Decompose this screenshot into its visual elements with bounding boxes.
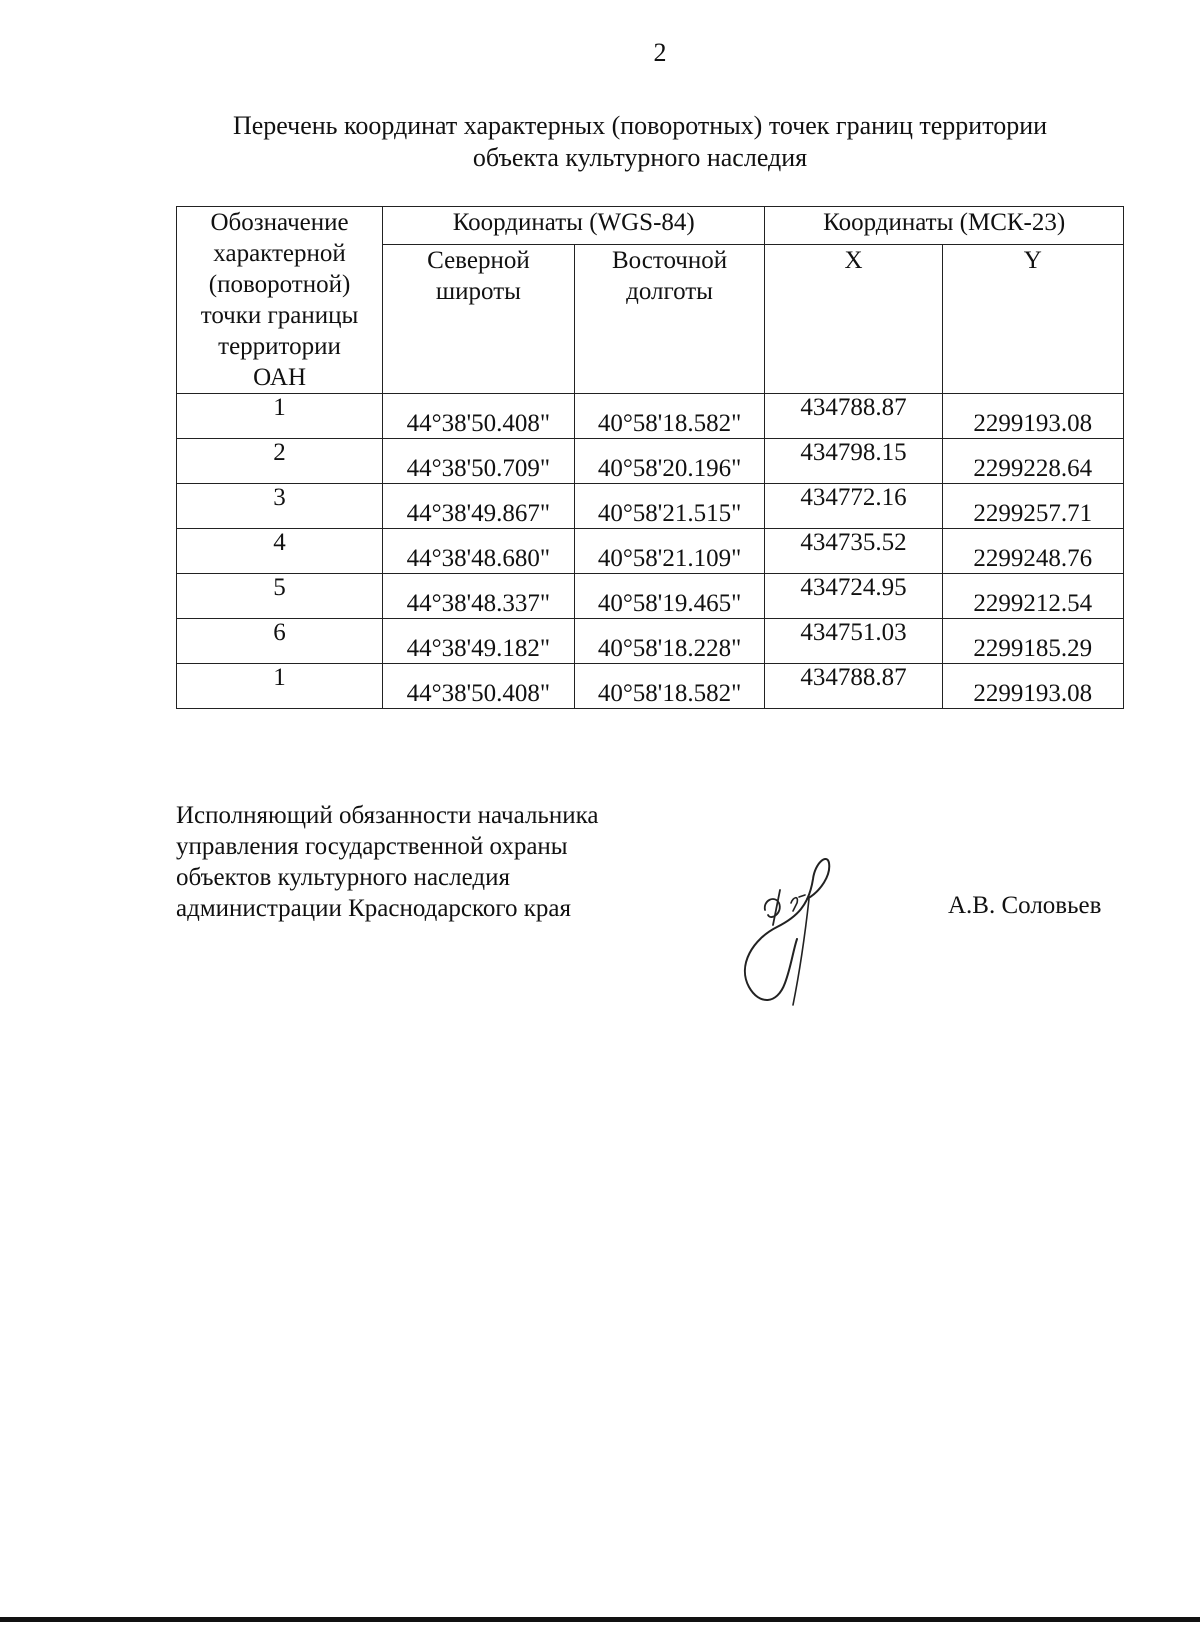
header-designation-line: территории: [218, 333, 341, 360]
cell-longitude: 40°58'21.109": [574, 529, 765, 574]
cell-y: 2299212.54: [942, 574, 1123, 619]
document-title-line-2: объекта культурного наследия: [472, 143, 808, 172]
cell-latitude: 44°38'48.680": [383, 529, 575, 574]
cell-y: 2299185.29: [942, 619, 1123, 664]
header-north-line: широты: [435, 278, 521, 306]
cell-x: 434724.95: [765, 574, 942, 619]
cell-x: 434798.15: [765, 439, 942, 484]
header-north-latitude: [383, 245, 575, 394]
document-title-line-1: Перечень координат характерных (поворотных) точек границ территории: [232, 111, 1048, 140]
cell-longitude: 40°58'21.515": [574, 484, 765, 529]
signatory-position: [176, 800, 598, 924]
signatory-name: А.В. Соловьев: [948, 892, 1102, 919]
header-east-line: долготы: [626, 278, 713, 306]
table-row: [177, 664, 1124, 709]
cell-point-number: 3: [177, 484, 383, 529]
header-designation-line: (поворотной): [208, 271, 351, 298]
cell-point-number: 4: [177, 529, 383, 574]
cell-point-number: 1: [177, 664, 383, 709]
table-row: [177, 574, 1124, 619]
cell-y: 2299193.08: [942, 664, 1123, 709]
header-point-designation: [177, 207, 383, 394]
table-row: [177, 484, 1124, 529]
signatory-position-line: Исполняющий обязанности начальника: [176, 802, 599, 829]
header-designation-line: Обозначение: [210, 209, 349, 236]
table-row: [177, 394, 1124, 439]
cell-point-number: 1: [177, 394, 383, 439]
table-row: [177, 619, 1124, 664]
signatory-position-line: объектов культурного наследия: [176, 864, 510, 891]
signatory-position-line: администрации Краснодарского края: [176, 895, 572, 922]
document-title: [190, 110, 1090, 174]
header-wgs84: Координаты (WGS-84): [383, 207, 765, 245]
page-number: 2: [653, 38, 667, 67]
header-y: Y: [942, 245, 1123, 394]
table-row: [177, 529, 1124, 574]
cell-x: 434735.52: [765, 529, 942, 574]
header-designation-line: ОАН: [253, 364, 306, 391]
cell-longitude: 40°58'18.582": [574, 394, 765, 439]
coordinates-table: [176, 206, 1124, 709]
cell-y: 2299257.71: [942, 484, 1123, 529]
cell-latitude: 44°38'49.867": [383, 484, 575, 529]
header-east-line: Восточной: [611, 247, 728, 275]
cell-x: 434788.87: [765, 664, 942, 709]
cell-point-number: 5: [177, 574, 383, 619]
cell-y: 2299228.64: [942, 439, 1123, 484]
cell-point-number: 2: [177, 439, 383, 484]
cell-longitude: 40°58'18.228": [574, 619, 765, 664]
table-header-row-1: [177, 207, 1124, 245]
cell-latitude: 44°38'49.182": [383, 619, 575, 664]
cell-latitude: 44°38'50.408": [383, 394, 575, 439]
cell-latitude: 44°38'48.337": [383, 574, 575, 619]
cell-latitude: 44°38'50.709": [383, 439, 575, 484]
header-east-longitude: [574, 245, 765, 394]
cell-x: 434788.87: [765, 394, 942, 439]
header-north-line: Северной: [427, 247, 530, 275]
cell-x: 434751.03: [765, 619, 942, 664]
cell-longitude: 40°58'18.582": [574, 664, 765, 709]
cell-y: 2299193.08: [942, 394, 1123, 439]
cell-y: 2299248.76: [942, 529, 1123, 574]
signatory-position-line: управления государственной охраны: [176, 833, 568, 860]
table-row: [177, 439, 1124, 484]
cell-point-number: 6: [177, 619, 383, 664]
header-designation-line: характерной: [213, 240, 346, 267]
bottom-scan-edge: [0, 1617, 1200, 1622]
handwritten-signature: [735, 855, 870, 1010]
cell-longitude: 40°58'19.465": [574, 574, 765, 619]
cell-longitude: 40°58'20.196": [574, 439, 765, 484]
header-designation-line: точки границы: [200, 302, 359, 329]
header-x: X: [765, 245, 942, 394]
cell-x: 434772.16: [765, 484, 942, 529]
header-msk23: Координаты (МСК-23): [765, 207, 1124, 245]
cell-latitude: 44°38'50.408": [383, 664, 575, 709]
